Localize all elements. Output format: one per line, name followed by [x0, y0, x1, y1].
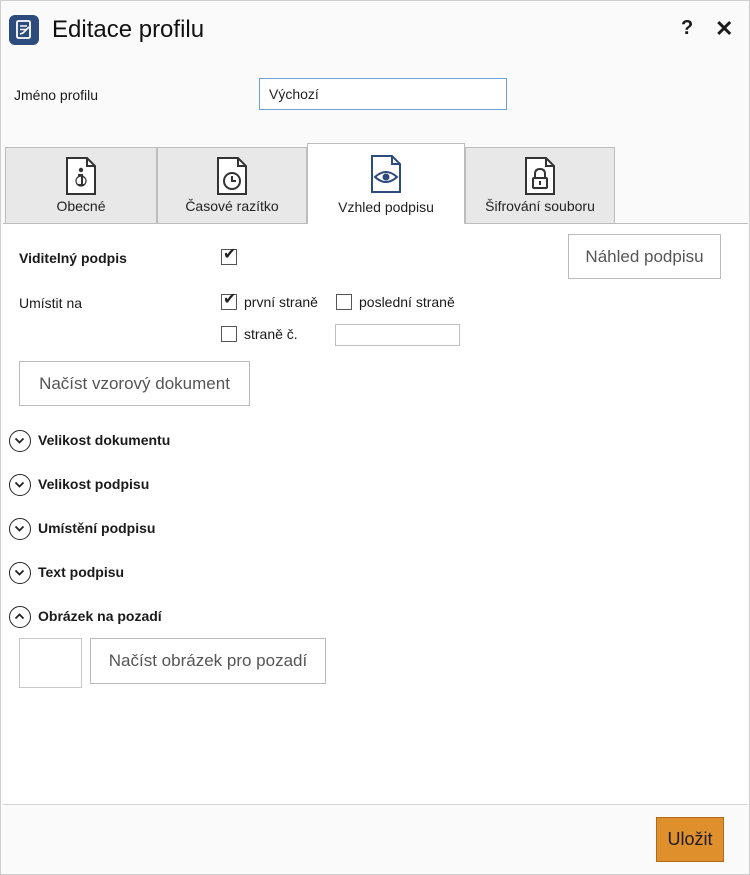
first-page-checkbox[interactable] [221, 291, 237, 310]
page-number-label: straně č. [244, 326, 298, 342]
chevron-down-icon [9, 474, 31, 496]
first-page-label: první straně [244, 294, 318, 310]
checkmark-icon: ✔ [223, 246, 237, 263]
close-button[interactable]: ✕ [715, 16, 734, 41]
tab-general[interactable] [5, 147, 157, 223]
section-label: Velikost dokumentu [38, 432, 171, 448]
save-button[interactable]: Uložit [656, 817, 724, 862]
profile-name-input[interactable]: Výchozí [259, 78, 507, 110]
section-background-image[interactable] [9, 606, 249, 628]
section-signature-text[interactable] [9, 562, 249, 584]
info-document-icon [64, 156, 98, 201]
chevron-down-icon [9, 518, 31, 540]
tab-general-label: Obecné [56, 198, 106, 214]
eye-document-icon [369, 154, 403, 199]
section-label: Text podpisu [38, 564, 125, 580]
visible-signature-label: Viditelný podpis [19, 250, 127, 266]
section-label: Umístění podpisu [38, 520, 156, 536]
title-bar [1, 1, 749, 61]
chevron-down-icon [9, 562, 31, 584]
chevron-up-icon [9, 606, 31, 628]
app-document-icon [9, 15, 39, 45]
tab-file-encryption-label: Šifrování souboru [485, 198, 595, 214]
load-sample-document-button[interactable]: Načíst vzorový dokument [19, 361, 250, 406]
section-label: Obrázek na pozadí [38, 608, 162, 624]
tab-signature-appearance-label: Vzhled podpisu [338, 199, 434, 215]
section-signature-size[interactable] [9, 474, 249, 496]
place-on-label: Umístit na [19, 295, 83, 311]
last-page-label: poslední straně [359, 294, 455, 310]
background-image-preview [19, 638, 82, 688]
section-signature-placement[interactable] [9, 518, 249, 540]
clock-document-icon [215, 156, 249, 201]
signature-appearance-panel [3, 223, 748, 805]
lock-document-icon [523, 156, 557, 201]
tab-file-encryption[interactable] [465, 147, 615, 223]
checkmark-icon: ✔ [223, 291, 237, 308]
tab-signature-appearance[interactable] [307, 143, 465, 224]
visible-signature-checkbox[interactable] [221, 246, 237, 265]
page-number-input[interactable] [335, 324, 460, 346]
profile-name-label: Jméno profilu [14, 87, 99, 103]
last-page-checkbox[interactable] [336, 294, 352, 310]
page-number-checkbox[interactable] [221, 326, 237, 342]
load-background-image-button[interactable]: Načíst obrázek pro pozadí [90, 638, 326, 684]
tab-timestamp-label: Časové razítko [185, 198, 279, 214]
help-button[interactable]: ? [681, 17, 694, 39]
tab-timestamp[interactable] [157, 147, 307, 223]
section-document-size[interactable] [9, 430, 249, 452]
window-title: Editace profilu [52, 16, 205, 43]
chevron-down-icon [9, 430, 31, 452]
section-label: Velikost podpisu [38, 476, 150, 492]
preview-signature-button[interactable]: Náhled podpisu [568, 234, 721, 279]
